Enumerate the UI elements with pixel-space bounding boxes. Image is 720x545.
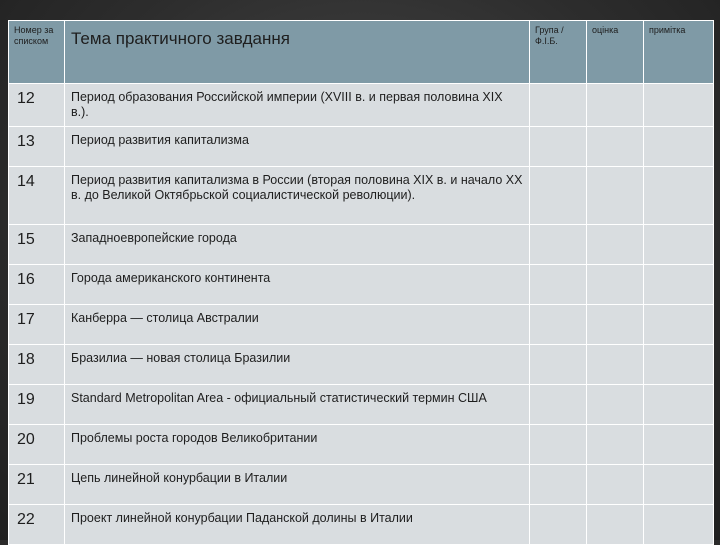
grade-cell[interactable] (587, 84, 644, 127)
row-topic: Период образования Российской империи (XVIII в. и первая половина XIX в.). (65, 84, 530, 127)
grade-cell[interactable] (587, 465, 644, 505)
note-cell[interactable] (644, 225, 714, 265)
row-number: 13 (9, 127, 65, 167)
row-topic: Бразилиа — новая столица Бразилии (65, 345, 530, 385)
grade-cell[interactable] (587, 167, 644, 225)
header-title: Тема практичного завдання (65, 21, 530, 84)
table-row (9, 225, 714, 265)
row-topic: Период развития капитализма в России (вторая половина XIX в. и начало XX в. до Великой Октябрьской социалистической революции). (65, 167, 530, 225)
note-cell[interactable] (644, 84, 714, 127)
grade-cell[interactable] (587, 385, 644, 425)
table-row (9, 465, 714, 505)
table-row (9, 167, 714, 225)
row-topic: Западноевропейские города (65, 225, 530, 265)
row-topic: Проблемы роста городов Великобритании (65, 425, 530, 465)
row-number: 17 (9, 305, 65, 345)
row-topic: Период развития капитализма (65, 127, 530, 167)
table-row (9, 345, 714, 385)
table-row (9, 305, 714, 345)
group-cell[interactable] (530, 127, 587, 167)
row-number: 18 (9, 345, 65, 385)
grade-cell[interactable] (587, 425, 644, 465)
group-cell[interactable] (530, 225, 587, 265)
group-cell[interactable] (530, 84, 587, 127)
row-topic: Проект линейной конурбации Паданской долины в Италии (65, 505, 530, 545)
table-row (9, 265, 714, 305)
table-row (9, 385, 714, 425)
table-row (9, 84, 714, 127)
note-cell[interactable] (644, 167, 714, 225)
grade-cell[interactable] (587, 225, 644, 265)
row-number: 19 (9, 385, 65, 425)
row-topic: Цепь линейной конурбации в Италии (65, 465, 530, 505)
row-topic: Standard Metropolitan Area - официальный статистический термин США (65, 385, 530, 425)
row-number: 20 (9, 425, 65, 465)
note-cell[interactable] (644, 505, 714, 545)
row-number: 15 (9, 225, 65, 265)
note-cell[interactable] (644, 127, 714, 167)
table-row (9, 505, 714, 545)
group-cell[interactable] (530, 305, 587, 345)
row-topic: Города американского континента (65, 265, 530, 305)
assignment-table (8, 20, 714, 545)
group-cell[interactable] (530, 505, 587, 545)
row-number: 21 (9, 465, 65, 505)
row-number: 12 (9, 84, 65, 127)
note-cell[interactable] (644, 385, 714, 425)
row-number: 22 (9, 505, 65, 545)
note-cell[interactable] (644, 465, 714, 505)
group-cell[interactable] (530, 167, 587, 225)
note-cell[interactable] (644, 305, 714, 345)
row-number: 16 (9, 265, 65, 305)
note-cell[interactable] (644, 265, 714, 305)
note-cell[interactable] (644, 425, 714, 465)
group-cell[interactable] (530, 425, 587, 465)
header-grade: оцінка (587, 21, 644, 84)
group-cell[interactable] (530, 465, 587, 505)
grade-cell[interactable] (587, 265, 644, 305)
header-note: примітка (644, 21, 714, 84)
grade-cell[interactable] (587, 127, 644, 167)
table-row (9, 127, 714, 167)
header-group: Група / Ф.І.Б. (530, 21, 587, 84)
group-cell[interactable] (530, 265, 587, 305)
group-cell[interactable] (530, 385, 587, 425)
table-row (9, 425, 714, 465)
row-number: 14 (9, 167, 65, 225)
note-cell[interactable] (644, 345, 714, 385)
grade-cell[interactable] (587, 305, 644, 345)
grade-cell[interactable] (587, 505, 644, 545)
row-topic: Канберра — столица Австралии (65, 305, 530, 345)
header-number: Номер за списком (9, 21, 65, 84)
grade-cell[interactable] (587, 345, 644, 385)
table-header-row (9, 21, 714, 84)
group-cell[interactable] (530, 345, 587, 385)
